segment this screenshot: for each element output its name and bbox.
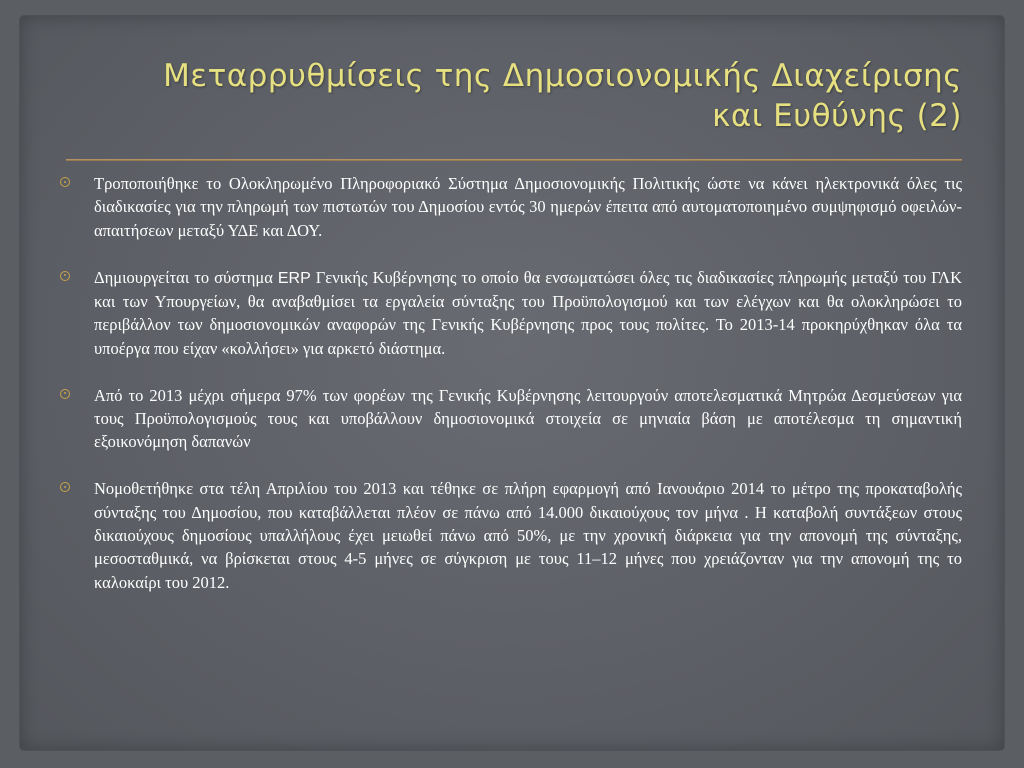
bullet-text-before: Δημιουργείται το σύστημα (94, 267, 278, 287)
circle-bullet-icon (60, 177, 70, 187)
bullet-text-after: Γενικής Κυβέρνησης το οποίο θα ενσωματώσει όλες τις διαδικασίες πληρωμής μεταξύ του ΓΛΚ και των Υπουργείων, θα αναβαθμίσει τα εργαλεία σύνταξης του Προϋπολογισμού και των ελέγχων και θα ολοκληρώσει το περιβάλλον των δημοσιονομικών αναφορών της Γενικής Κυβέρνησης προς τους πολίτες. Το 2013-14 προκηρύχθηκαν όλα τα υποέργα που είχαν «κολλήσει» για αρκετό διάστημα. (94, 267, 963, 358)
slide-title-line-1: Μεταρρυθμίσεις της Δημοσιονομικής Διαχείρισης (163, 58, 962, 94)
title-divider (66, 159, 962, 161)
bullet-item (58, 477, 962, 594)
slide-title-line-2: και Ευθύνης (2) (712, 98, 962, 134)
bullet-item (58, 266, 962, 361)
bullet-text: Από το 2013 μέχρι σήμερα 97% των φορέων της Γενικής Κυβέρνησης λειτουργούν αποτελεσματικά Μητρώα Δεσμεύσεων για τους Προϋπολογισμούς τους και υποβάλλουν δημοσιονομικά στοιχεία σε μηνιαία βάση με αποτέλεσμα τη σημαντική εξοικονόμηση δαπανών (94, 385, 962, 452)
circle-bullet-icon (60, 482, 70, 492)
bullet-text: Νομοθετήθηκε στα τέλη Απριλίου του 2013 και τέθηκε σε πλήρη εφαρμογή από Ιανουάριο 2014 το μέτρο της προκαταβολής σύνταξης του Δημοσίου, που καταβάλλεται πλέον σε πάνω από 14.000 δικαιούχους τον μήνα . Η καταβολή συντάξεων στους δικαιούχους δημοσίους υπαλλήλους έχει μειωθεί πάνω από 50%, με την χρονική διάρκεια για την απονομή της σύνταξης, μεσοσταθμικά, να βρίσκεται στους 4-5 μήνες σε σύγκριση με τους 11–12 μήνες που χρειάζονταν για την απονομή της το καλοκαίρι του 2012. (94, 479, 962, 592)
bullet-item (58, 384, 962, 454)
erp-highlight: ERP (277, 269, 311, 287)
bullet-item (58, 172, 962, 242)
circle-bullet-icon (60, 389, 70, 399)
circle-bullet-icon (60, 271, 70, 281)
slide-body (58, 172, 962, 594)
bullet-text: Τροποποιήθηκε το Ολοκληρωμένο Πληροφοριακό Σύστημα Δημοσιονομικής Πολιτικής ώστε να κάνει ηλεκτρονικά όλες τις διαδικασίες για την πληρωμή των πιστωτών του Δημοσίου εντός 30 ημερών έπειτα από αυτοματοποιημένο συμψηφισμό οφειλών-απαιτήσεων μεταξύ ΥΔΕ και ΔΟΥ. (94, 174, 962, 240)
slide-title (102, 56, 962, 136)
